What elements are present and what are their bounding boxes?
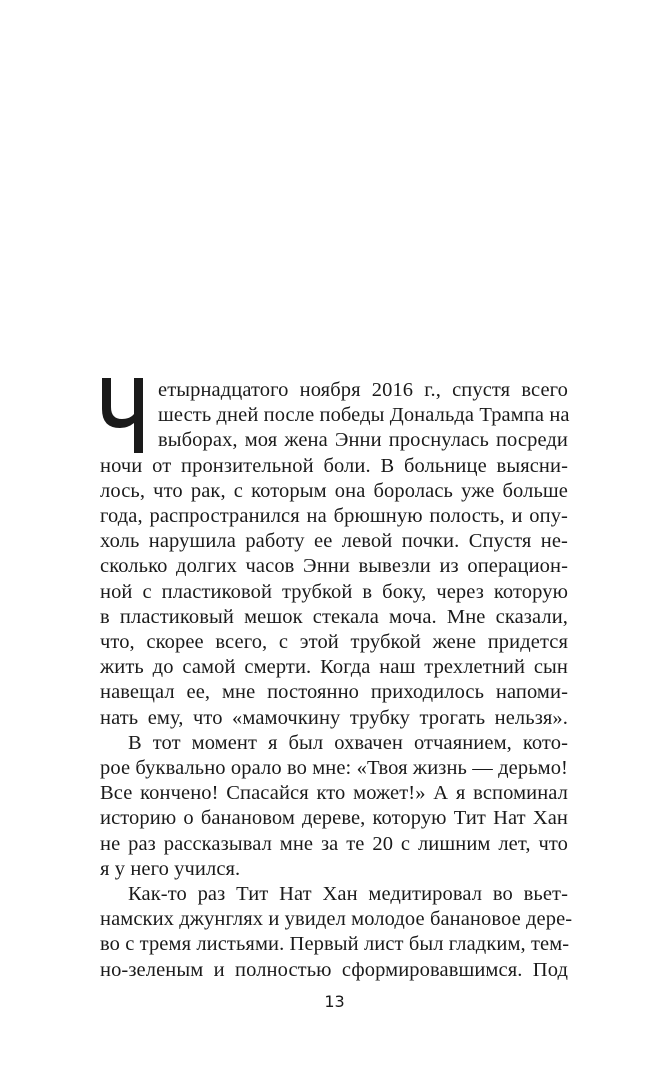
text-line: рое буквально орало во мне: «Твоя жизнь — дерьмо! <box>100 757 568 779</box>
text-line: сколько долгих часов Энни вывезли из операцион- <box>100 555 568 578</box>
text-line: лось, что рак, с которым она боролась уже больше <box>100 479 568 502</box>
text-line: В тот момент я был охвачен отчаянием, кото- <box>128 731 568 754</box>
text-line: ночи от пронзительной боли. В больнице выясни- <box>100 454 568 477</box>
text-line: ной с пластиковой трубкой в боку, через которую <box>100 580 568 603</box>
text-line: шесть дней после победы Дональда Трампа на <box>158 404 570 427</box>
text-line: в пластиковый мешок стекала моча. Мне сказали, <box>100 605 568 628</box>
text-line: нать ему, что «мамочкину трубку трогать нельзя». <box>100 706 568 729</box>
text-line: навещал ее, мне постоянно приходилось напоми- <box>100 681 568 704</box>
text-line: года, распространился на брюшную полость, и опу- <box>100 505 568 527</box>
text-line: холь нарушила работу ее левой почки. Спустя не- <box>100 530 568 553</box>
drop-cap <box>100 376 144 454</box>
text-line: не раз рассказывал мне за те 20 с лишним лет, что <box>100 832 568 855</box>
text-line: я у него учился. <box>100 857 241 880</box>
text-line: етырнадцатого ноября 2016 г., спустя всего <box>158 379 568 401</box>
text-line: Все кончено! Спасайся кто может!» А я вспоминал <box>100 782 568 805</box>
text-line: что, скорее всего, с этой трубкой жене придется <box>100 631 568 653</box>
text-line: Как-то раз Тит Нат Хан медитировал во вьет- <box>128 883 568 905</box>
page-number: 13 <box>324 992 345 1011</box>
text-line: жить до самой смерти. Когда наш трехлетний сын <box>100 656 568 679</box>
text-line: во с тремя листьями. Первый лист был гладким, тем- <box>100 933 570 956</box>
text-line: намских джунглях и увидел молодое банановое дере- <box>100 908 573 931</box>
text-line: но-зеленым и полностью сформировавшимся. Под <box>100 958 568 981</box>
text-line: историю о банановом дереве, которую Тит Нат Хан <box>100 807 568 830</box>
text-line: выборах, моя жена Энни проснулась посреди <box>158 429 568 452</box>
